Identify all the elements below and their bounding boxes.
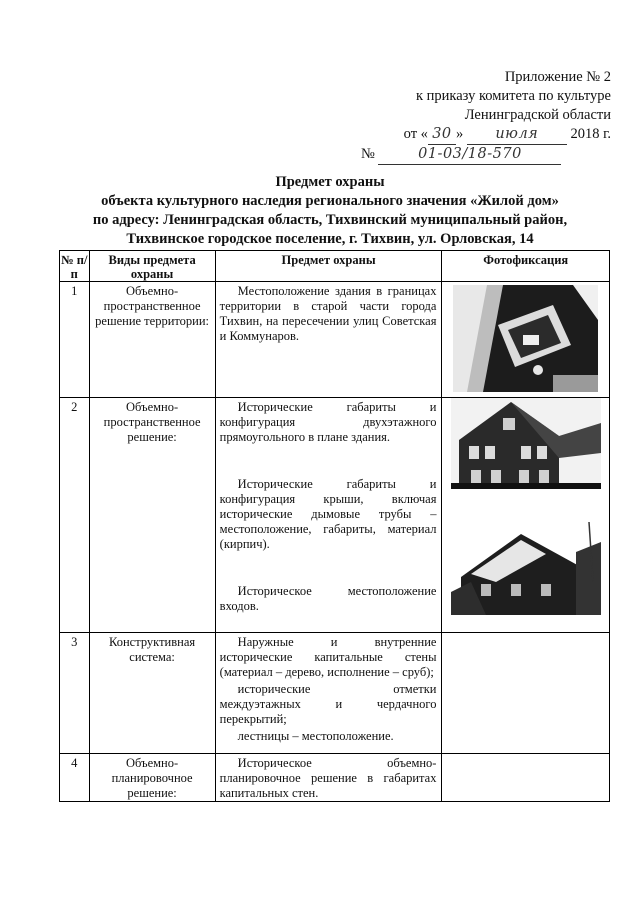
subject-paragraph: лестницы – местоположение. — [237, 729, 394, 743]
table-row — [60, 398, 610, 633]
appendix-region: Ленинградской области — [464, 107, 611, 123]
title-line-4: Тихвинское городское поселение, г. Тихвин, ул. Орловская, 14 — [126, 231, 534, 247]
number-value: 01-03/18-570 — [378, 145, 561, 165]
row-photo-cell — [442, 282, 610, 398]
appendix-header — [361, 68, 611, 165]
row-type: Объемно-планировочное решение: — [89, 754, 215, 802]
header-type: Виды предмета охраны — [89, 251, 215, 282]
header-num: № п/п — [60, 251, 90, 282]
table-header-row — [60, 251, 610, 282]
date-year: 2018 г. — [570, 126, 611, 142]
row-photo-cell-empty — [442, 633, 610, 754]
row-subject — [215, 398, 442, 633]
order-number — [361, 145, 611, 165]
title-line-1: Предмет охраны — [275, 174, 385, 190]
appendix-order-ref: к приказу комитета по культуре — [415, 88, 611, 104]
row-num: 2 — [60, 398, 90, 633]
aerial-photo — [453, 285, 598, 392]
row-subject — [215, 633, 442, 754]
header-subject: Предмет охраны — [215, 251, 442, 282]
subject-paragraph: Историческое местоположение входов. — [219, 584, 437, 613]
row-photo-cell — [442, 398, 610, 633]
header-photo: Фотофиксация — [442, 251, 610, 282]
row-num: 3 — [60, 633, 90, 754]
title-line-2: объекта культурного наследия регионального значения «Жилой дом» — [101, 193, 559, 209]
date-prefix: от « — [403, 126, 428, 142]
protection-table — [59, 250, 610, 802]
date-day: 30 — [428, 125, 456, 145]
row-subject — [215, 754, 442, 802]
row-type: Конструктивная система: — [89, 633, 215, 754]
title-line-3: по адресу: Ленинградская область, Тихвинский муниципальный район, — [92, 212, 568, 228]
subject-paragraph: исторические отметки междуэтажных и чердачного перекрытий; — [219, 682, 437, 726]
date-month: июля — [467, 125, 567, 145]
row-type: Объемно-пространственное решение: — [89, 398, 215, 633]
row-photo-cell-empty — [442, 754, 610, 802]
row-num: 1 — [60, 282, 90, 398]
subject-paragraph: Историческое объемно-планировочное решение в габаритах капитальных стен. — [219, 756, 437, 800]
number-prefix: № — [361, 146, 375, 162]
date-day-suffix: » — [455, 126, 464, 142]
table-row — [60, 754, 610, 802]
order-date — [361, 125, 611, 145]
table-row — [60, 633, 610, 754]
subject-paragraph: Наружные и внутренние исторические капитальные стены (материал – дерево, исполнение – сруб); — [219, 635, 437, 679]
house-photo — [451, 398, 601, 489]
subject-paragraph: Исторические габариты и конфигурация крыши, включая исторические дымовые трубы – местоположение, габариты, материал (кирпич). — [219, 477, 437, 551]
row-subject — [215, 282, 442, 398]
row-num: 4 — [60, 754, 90, 802]
subject-paragraph: Местоположение здания в границах территории в старой части города Тихвин, на пересечении улиц Советская и Коммунаров. — [219, 284, 437, 343]
document-title — [60, 173, 600, 249]
appendix-number: Приложение № 2 — [504, 69, 611, 85]
row-type: Объемно-пространственное решение территории: — [89, 282, 215, 398]
table-row — [60, 282, 610, 398]
subject-paragraph: Исторические габариты и конфигурация двухэтажного прямоугольного в плане здания. — [219, 400, 437, 444]
house-winter-photo — [451, 522, 601, 615]
